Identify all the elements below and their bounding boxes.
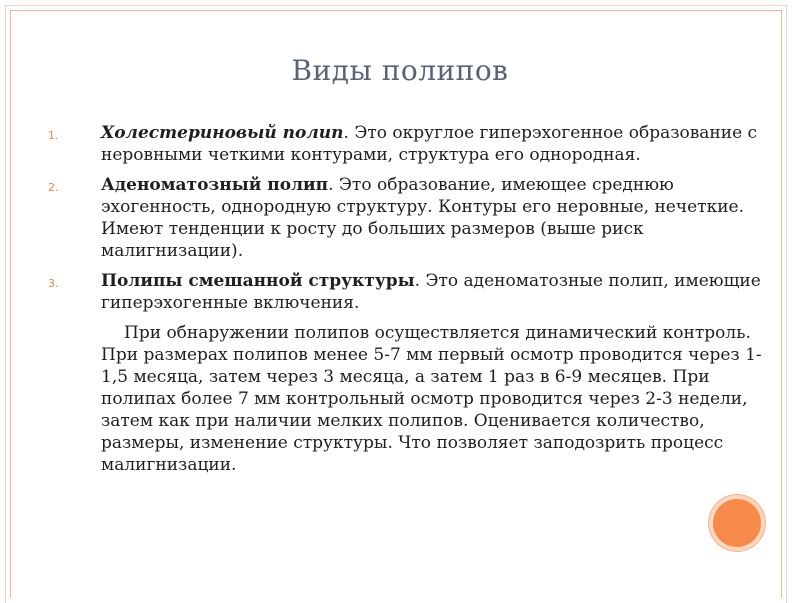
list-text: . Это образование, имеющее среднюю эхогенность, однородную структуру. Контуры его неровные, нечеткие. Имеют тенденции к росту до больших размеров (выше риск малигнизации).	[101, 175, 744, 261]
list-term: Холестериновый полип	[101, 123, 344, 143]
body-paragraph	[44, 322, 764, 476]
paragraph-text: При обнаружении полипов осуществляется динамический контроль. При размерах полипов менее 5-7 мм первый осмотр проводится через 1-1,5 месяца, затем через 3 месяца, а затем 1 раз в 6-9 месяцев. При полипах более 7 мм контрольный осмотр проводится через 2-3 недели, затем как при наличии мелких полипов. Оценивается количество, размеры, изменение структуры. Что позволяет заподозрить процесс малигнизации.	[101, 323, 762, 475]
list-item-3	[44, 270, 764, 314]
list-text: . Это округлое гиперэхогенное образование с неровными четкими контурами, структура его однородная.	[101, 123, 758, 165]
list-number: 3.	[48, 277, 59, 290]
decorative-circle	[713, 499, 761, 547]
slide-title: Виды полипов	[291, 54, 509, 87]
list-item-1	[44, 122, 764, 166]
list-item-2	[44, 174, 764, 262]
list-number: 2.	[48, 181, 59, 194]
list-term: Полипы смешанной структуры	[101, 271, 415, 291]
list-text: . Это аденоматозные полип, имеющие гиперэхогенные включения.	[101, 271, 761, 313]
list-number: 1.	[48, 129, 59, 142]
slide-content	[44, 122, 764, 476]
list-term: Аденоматозный полип	[101, 175, 329, 195]
